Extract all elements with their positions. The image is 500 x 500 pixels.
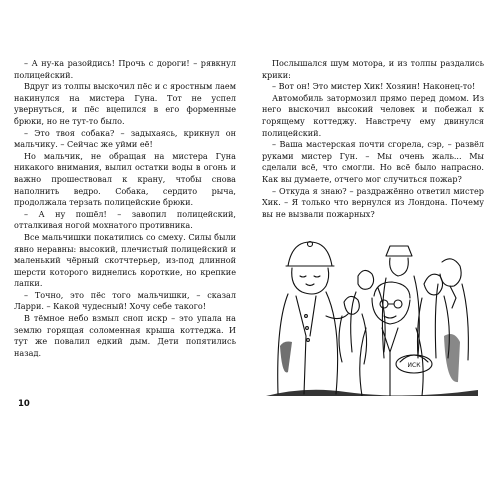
paragraph: – Точно, это пёс того мальчишки, – сказал Ларри. – Какой чудесный! Хочу себе такого! bbox=[14, 289, 236, 312]
paragraph: Вдруг из толпы выскочил пёс и с яростным лаем накинулся на мистера Гуна. Тот не успел увернуться, и пёс вцепился в его форменные брюки, но не тут-то было. bbox=[14, 81, 236, 126]
paragraph: Но мальчик, не обращая на мистера Гуна никакого внимания, вылил остатки воды в огонь и важно прошествовал к крану, чтобы снова наполнить ведро. Собака, сердито рыча, продолжала терзать полицейские брюки. bbox=[14, 150, 236, 208]
paragraph: – Вот он! Это мистер Хик! Хозяин! Наконец-то! bbox=[272, 81, 476, 92]
paragraph: – Ваша мастерская почти сгорела, сэр, – развёл руками мистер Гун. – Мы очень жаль... Мы сделали всё, что смогли. Но всё было напрасно. Как вы думаете, отчего мог случиться пожар? bbox=[262, 139, 484, 184]
paragraph: Автомобиль затормозил прямо перед домом. Из него выскочил высокий человек и побежал к горящему коттеджу. Навстречу ему двинулся полицейский. bbox=[262, 92, 484, 138]
crowd-drawing bbox=[266, 236, 478, 396]
paragraph: – А ну пошёл! – завопил полицейский, отталкивая ногой мохнатого противника. bbox=[14, 208, 236, 231]
paragraph: – Это твоя собака? – задыхаясь, крикнул он мальчику. – Сейчас же уйми её! bbox=[14, 127, 236, 150]
paragraph: – Откуда я знаю? – раздражённо ответил мистер Хик. – Я только что вернулся из Лондона. Почему вы не вызвали пожарных? bbox=[262, 185, 484, 219]
crowd-illustration bbox=[266, 236, 478, 396]
hat-label: ИСК bbox=[407, 362, 421, 369]
paragraph: Все мальчишки покатились со смеху. Силы были явно неравны: высокий, плечистый полицейский и маленький чёрный скотчтерьер, из-под длинной шерсти которого виднелись короткие, но крепкие лапки. bbox=[14, 231, 236, 289]
paragraph: – А ну-ка разойдись! Прочь с дороги! – рявкнул полицейский. bbox=[14, 58, 236, 80]
page-number: 10 bbox=[18, 399, 30, 409]
right-page bbox=[262, 58, 484, 220]
paragraph: Послышался шум мотора, и из толпы раздались крики: bbox=[262, 58, 484, 80]
paragraph: В тёмное небо взмыл сноп искр – это упала на землю горящая соломенная крыша коттеджа. И тут же повалил едкий дым. Дети попятились назад. bbox=[14, 313, 236, 358]
left-page bbox=[14, 58, 236, 359]
